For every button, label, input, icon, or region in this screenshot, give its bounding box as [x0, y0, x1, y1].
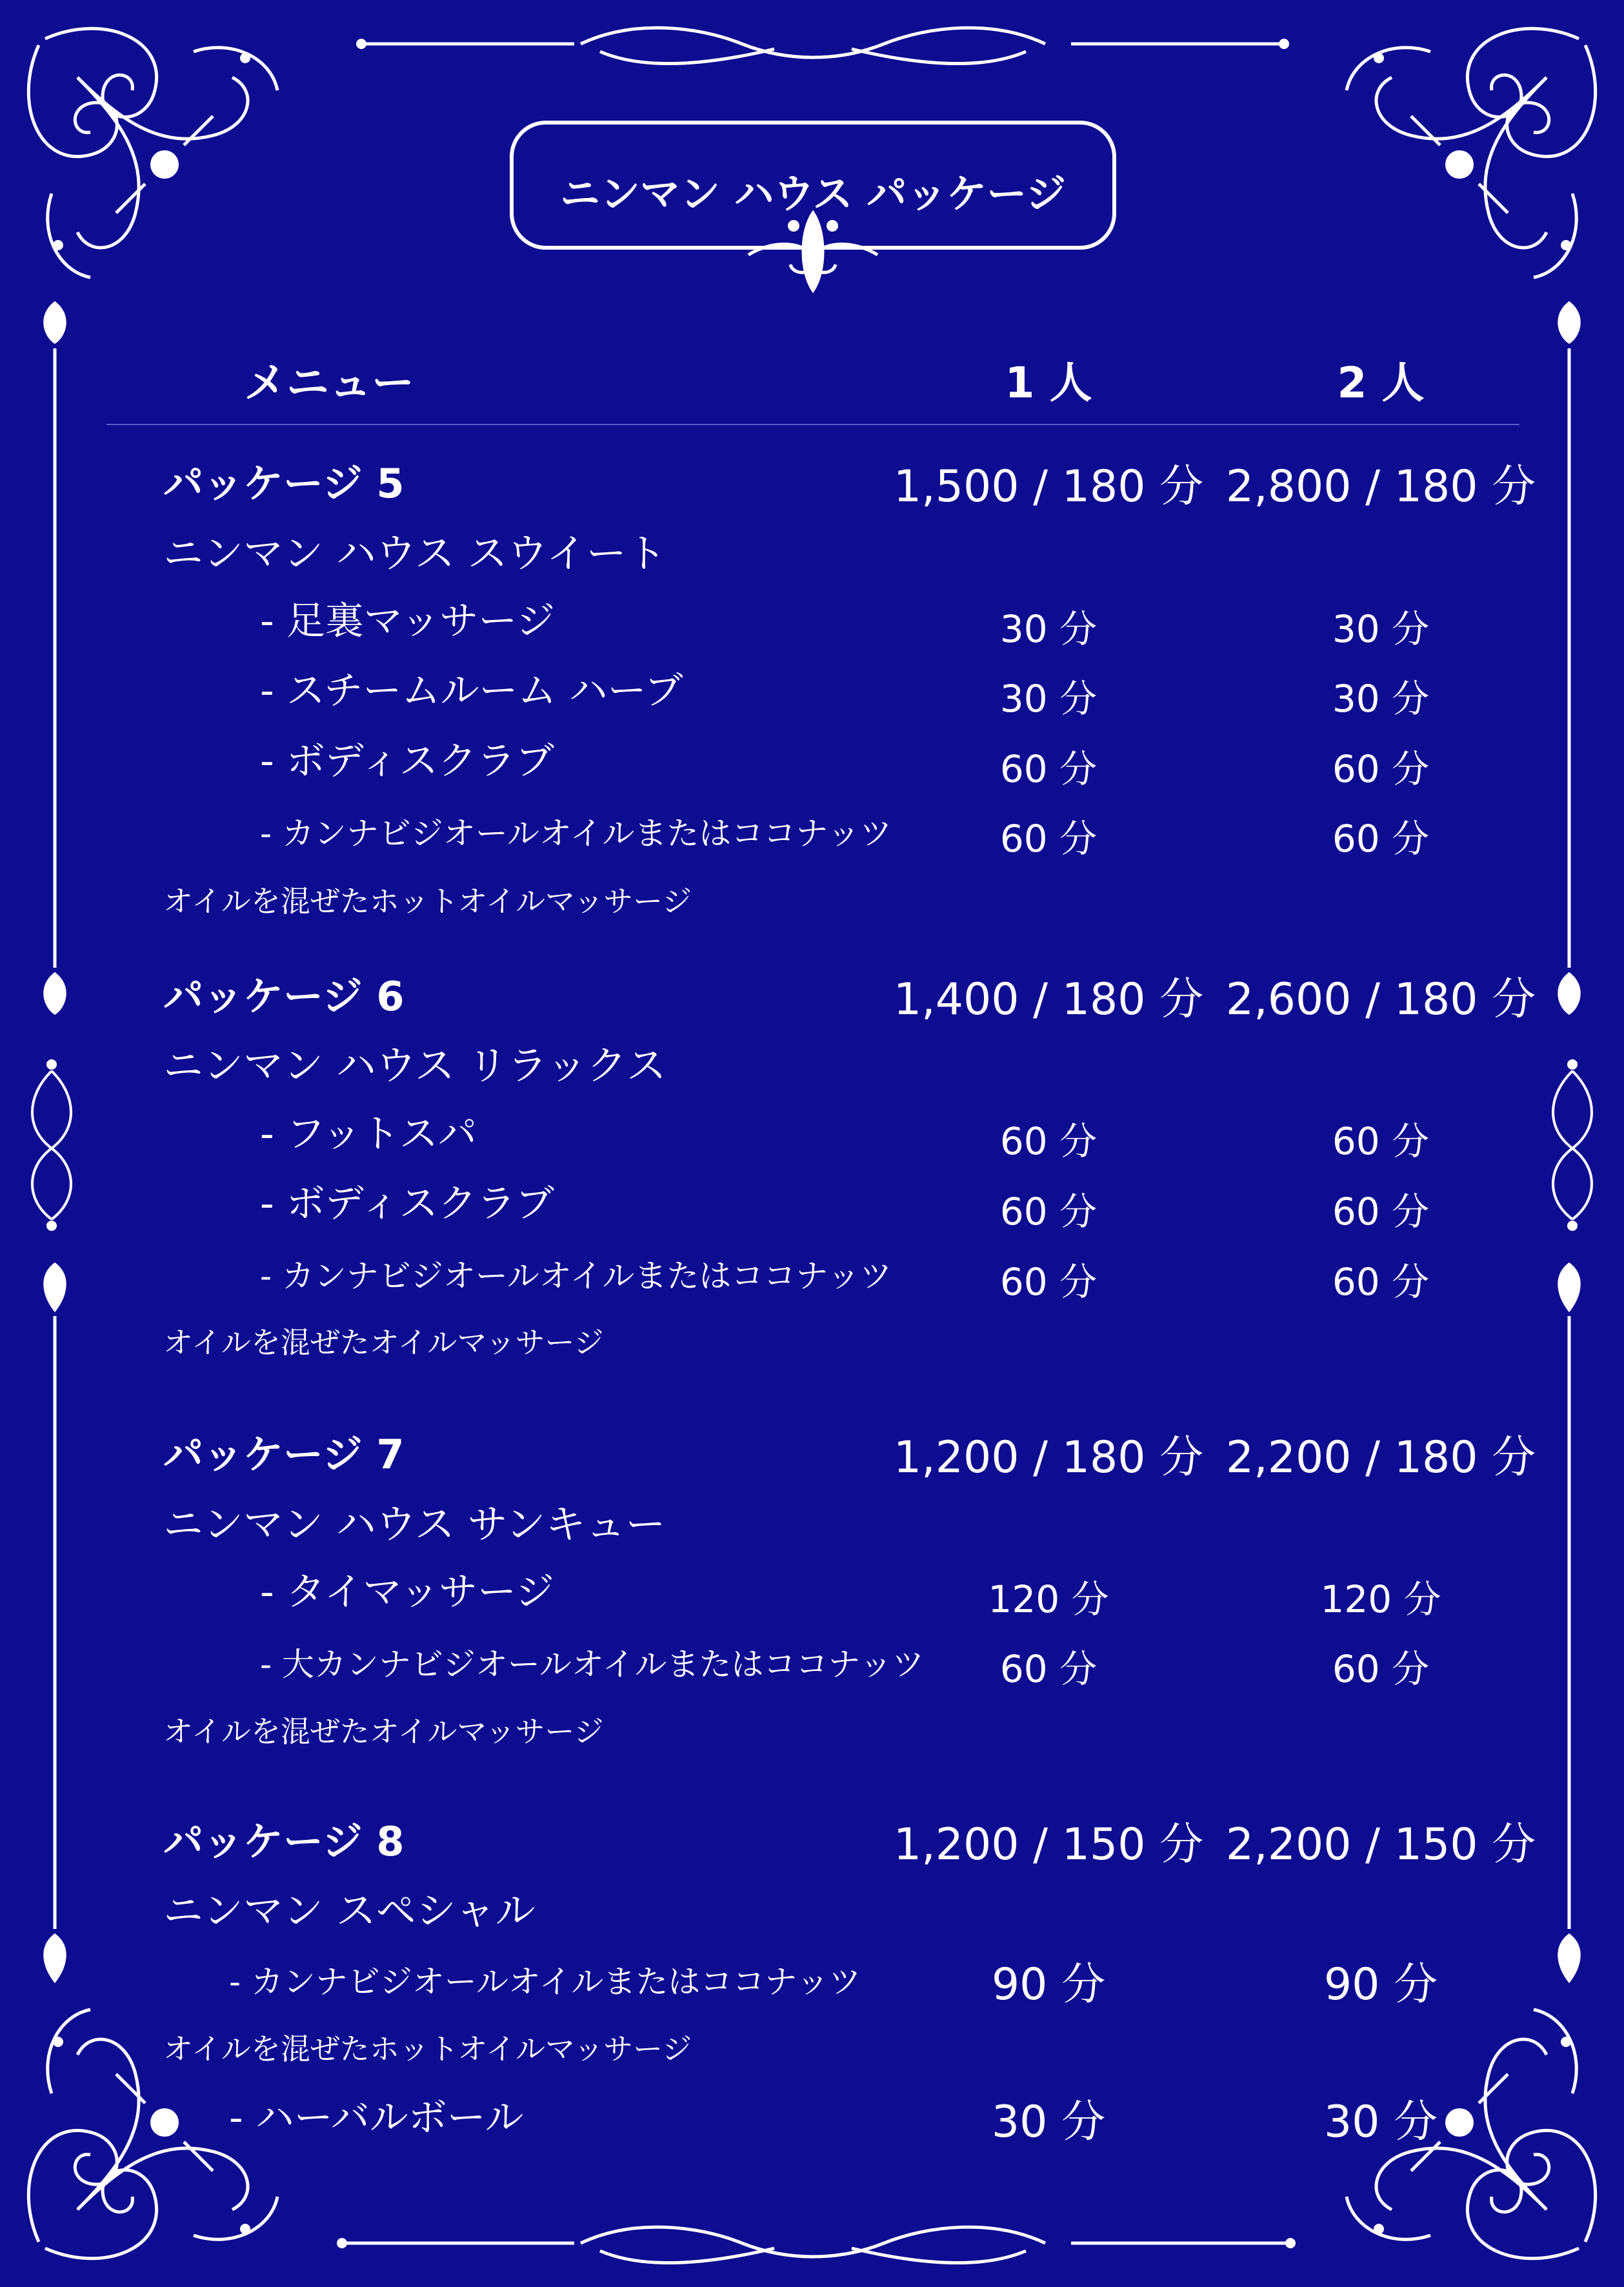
- item-duration-one: 60 分: [999, 1647, 1098, 1691]
- header-menu: メニュー: [244, 358, 414, 408]
- item-duration-one: 60 分: [999, 747, 1098, 791]
- item-label: - 大カンナビジオールオイルまたはココナッツ: [260, 1646, 925, 1683]
- item-duration-two: 60 分: [1332, 1190, 1430, 1233]
- item-label: - カンナビジオールオイルまたはココナッツ: [260, 815, 892, 852]
- item-duration-two: 30 分: [1332, 607, 1430, 651]
- item-duration-two: 60 分: [1332, 747, 1430, 791]
- price-one-person: 1,200 / 180 分: [893, 1432, 1204, 1483]
- package-name: パッケージ 7: [163, 1431, 405, 1478]
- price-one-person: 1,400 / 180 分: [893, 974, 1204, 1025]
- package-name: パッケージ 6: [163, 973, 405, 1020]
- item-label: - ハーバルボール: [229, 2095, 524, 2141]
- package-note: オイルを混ぜたオイルマッサージ: [163, 1714, 604, 1749]
- price-two-persons: 2,200 / 150 分: [1225, 1819, 1536, 1870]
- item-duration-two: 60 分: [1332, 1260, 1430, 1304]
- item-duration-one: 60 分: [999, 1190, 1098, 1233]
- item-duration-two: 30 分: [1323, 2097, 1438, 2148]
- item-label: - 足裏マッサージ: [260, 599, 556, 644]
- page-title: ニンマン ハウス パッケージ: [559, 170, 1067, 217]
- item-duration-two: 120 分: [1320, 1577, 1441, 1621]
- item-label: - ボディスクラブ: [260, 739, 554, 784]
- item-duration-one: 30 分: [991, 2097, 1106, 2148]
- package-name: パッケージ 5: [163, 460, 405, 507]
- package-note: オイルを混ぜたホットオイルマッサージ: [163, 884, 692, 919]
- package-subtitle: ニンマン ハウス スウイート: [163, 530, 667, 577]
- item-label: - カンナビジオールオイルまたはココナッツ: [260, 1257, 892, 1295]
- item-duration-one: 30 分: [999, 607, 1098, 651]
- item-label: - カンナビジオールオイルまたはココナッツ: [229, 1963, 861, 2001]
- item-duration-one: 60 分: [999, 817, 1098, 861]
- package-subtitle: ニンマン ハウス リラックス: [163, 1042, 667, 1089]
- price-one-person: 1,500 / 180 分: [893, 461, 1204, 512]
- package-note: オイルを混ぜたホットオイルマッサージ: [163, 2032, 692, 2066]
- item-duration-one: 30 分: [999, 677, 1098, 721]
- header-two-persons: 2 人: [1337, 358, 1425, 408]
- price-two-persons: 2,800 / 180 分: [1225, 461, 1536, 512]
- price-two-persons: 2,200 / 180 分: [1225, 1432, 1536, 1483]
- item-duration-one: 120 分: [988, 1577, 1109, 1621]
- item-duration-two: 90 分: [1323, 1959, 1438, 2010]
- item-duration-one: 60 分: [999, 1119, 1098, 1163]
- package-subtitle: ニンマン ハウス サンキュー: [163, 1501, 666, 1548]
- price-one-person: 1,200 / 150 分: [893, 1819, 1204, 1870]
- item-label: - ボディスクラブ: [260, 1181, 554, 1226]
- item-duration-two: 60 分: [1332, 817, 1430, 861]
- item-label: - タイマッサージ: [260, 1570, 554, 1615]
- package-name: パッケージ 8: [163, 1818, 405, 1865]
- package-subtitle: ニンマン スペシャル: [163, 1887, 536, 1934]
- item-duration-one: 90 分: [991, 1959, 1106, 2010]
- item-duration-two: 60 分: [1332, 1647, 1430, 1691]
- item-label: - スチームルーム ハーブ: [260, 668, 683, 714]
- header-one-person: 1 人: [1005, 358, 1092, 408]
- package-note: オイルを混ぜたオイルマッサージ: [163, 1325, 604, 1360]
- price-two-persons: 2,600 / 180 分: [1225, 974, 1536, 1025]
- item-duration-two: 60 分: [1332, 1119, 1430, 1163]
- item-duration-one: 60 分: [999, 1260, 1098, 1304]
- item-label: - フットスパ: [260, 1112, 477, 1157]
- item-duration-two: 30 分: [1332, 677, 1430, 721]
